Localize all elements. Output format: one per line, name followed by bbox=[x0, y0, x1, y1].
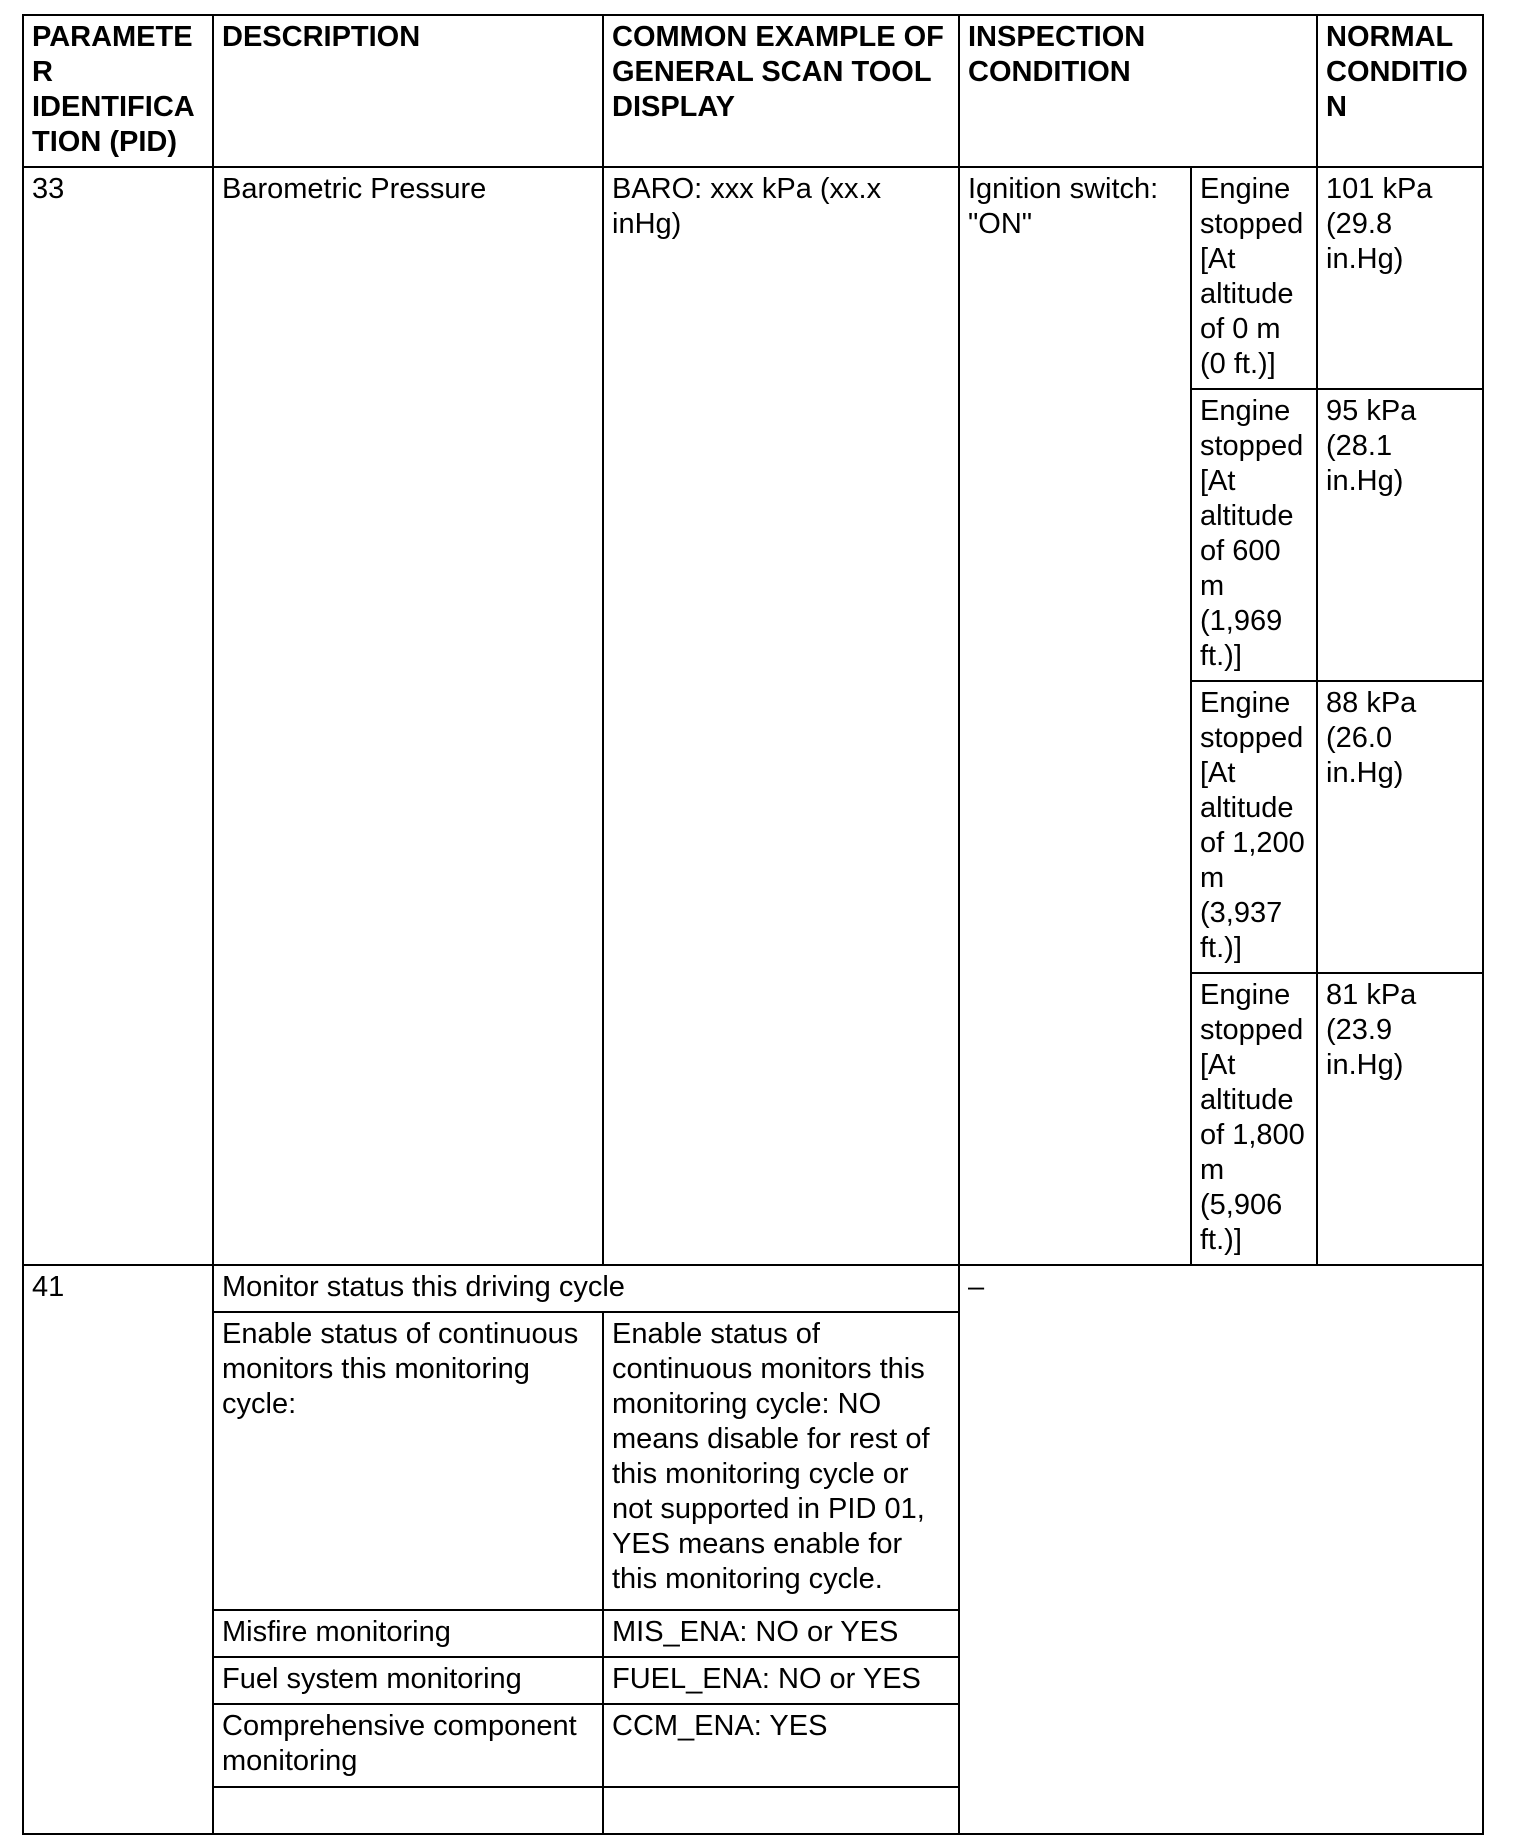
normal-value: 95 kPa (28.1 in.Hg) bbox=[1317, 389, 1483, 681]
normal-value: 101 kPa (29.8 in.Hg) bbox=[1317, 167, 1483, 389]
normal-value: 88 kPa (26.0 in.Hg) bbox=[1317, 681, 1483, 973]
normal-value: 81 kPa (23.9 in.Hg) bbox=[1317, 973, 1483, 1265]
engine-condition: Engine stopped [At altitude of 1,200 m (3,937 ft.)] bbox=[1191, 681, 1317, 973]
engine-condition: Engine stopped [At altitude of 0 m (0 ft.)] bbox=[1191, 167, 1317, 389]
display-cell: MIS_ENA: NO or YES bbox=[603, 1610, 959, 1657]
table-row bbox=[23, 1265, 1483, 1312]
display-cell: BARO: xxx kPa (xx.x inHg) bbox=[603, 167, 959, 1265]
header-pid: PARAMETER IDENTIFICATION (PID) bbox=[23, 15, 213, 167]
description-cell: Barometric Pressure bbox=[213, 167, 603, 1265]
pid-value: 33 bbox=[23, 167, 213, 1265]
engine-condition: Engine stopped [At altitude of 600 m (1,969 ft.)] bbox=[1191, 389, 1317, 681]
description-cell: Misfire monitoring bbox=[213, 1610, 603, 1657]
description-cell bbox=[213, 1787, 603, 1834]
header-description: DESCRIPTION bbox=[213, 15, 603, 167]
ignition-condition: Ignition switch: "ON" bbox=[959, 167, 1191, 1265]
description-cell: Enable status of continuous monitors this monitoring cycle: bbox=[213, 1312, 603, 1610]
engine-condition: Engine stopped [At altitude of 1,800 m (5,906 ft.)] bbox=[1191, 973, 1317, 1265]
inspection-cell: – bbox=[959, 1265, 1483, 1834]
monitor-title: Monitor status this driving cycle bbox=[213, 1265, 959, 1312]
display-cell: Enable status of continuous monitors this monitoring cycle: NO means disable for rest of this monitoring cycle or not supported in PID 01, YES means enable for this monitoring cycle. bbox=[603, 1312, 959, 1610]
pid-spec-table bbox=[22, 14, 1484, 1835]
description-cell: Fuel system monitoring bbox=[213, 1657, 603, 1704]
display-cell bbox=[603, 1787, 959, 1834]
header-display: COMMON EXAMPLE OF GENERAL SCAN TOOL DISPLAY bbox=[603, 15, 959, 167]
display-cell: FUEL_ENA: NO or YES bbox=[603, 1657, 959, 1704]
header-normal: NORMAL CONDITION bbox=[1317, 15, 1483, 167]
header-inspection: INSPECTION CONDITION bbox=[959, 15, 1317, 167]
table-row bbox=[23, 167, 1483, 389]
header-row bbox=[23, 15, 1483, 167]
description-cell: Comprehensive component monitoring bbox=[213, 1704, 603, 1787]
display-cell: CCM_ENA: YES bbox=[603, 1704, 959, 1787]
pid-value: 41 bbox=[23, 1265, 213, 1834]
